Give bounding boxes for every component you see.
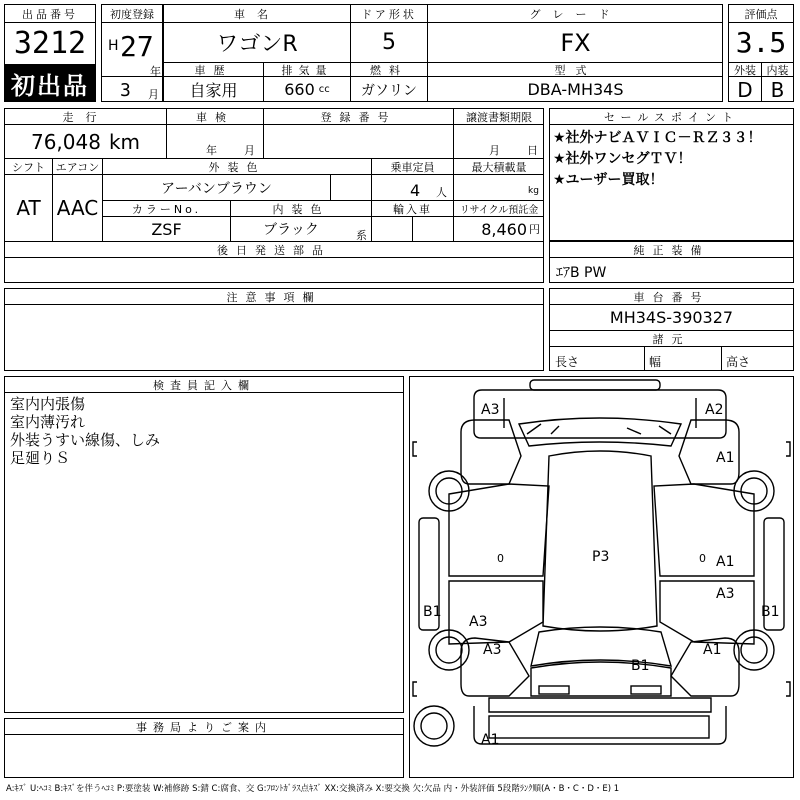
sales-point: ★社外ナビＡＶＩＣ－ＲＺ３３！ bbox=[553, 130, 762, 146]
mileage-field bbox=[5, 125, 166, 158]
lot-label: 出品番号 bbox=[22, 7, 78, 21]
model-label: 型式 bbox=[554, 63, 597, 76]
lot-number: 3212 bbox=[13, 26, 87, 61]
damage-mark: A3 bbox=[469, 614, 488, 630]
transfer-label: 譲渡書類期限 bbox=[466, 110, 532, 124]
month-unit: 月 bbox=[148, 88, 159, 101]
damage-mark: A2 bbox=[705, 402, 724, 418]
grade-label: グレード bbox=[529, 7, 622, 21]
grade-value: FX bbox=[560, 28, 591, 57]
history-value: 自家用 bbox=[189, 81, 238, 100]
ext-color-value: アーバンブラウン bbox=[161, 180, 272, 197]
history-label: 車歴 bbox=[194, 63, 233, 76]
door-label: ドア形状 bbox=[361, 7, 417, 21]
ext-color-label: 外装色 bbox=[208, 160, 266, 174]
recycle-field bbox=[454, 217, 544, 241]
displacement-label: 排気量 bbox=[281, 63, 333, 76]
int-color-suffix: 系 bbox=[356, 229, 367, 242]
color-no-value: ZSF bbox=[151, 219, 182, 239]
month-value: 3 bbox=[120, 80, 131, 101]
equipment-title: 純正装備 bbox=[633, 243, 710, 257]
import-label: 輸入車 bbox=[393, 202, 432, 216]
height-label: 高さ bbox=[726, 355, 751, 369]
zero-mark: 0 bbox=[699, 552, 706, 565]
color-no-label: カラーNo. bbox=[131, 202, 202, 216]
inspector-line: 外装うすい線傷、しみ bbox=[10, 431, 161, 449]
fuel-value: ガソリン bbox=[361, 82, 417, 99]
capacity-label: 乗車定員 bbox=[390, 160, 435, 174]
inspector-line: 室内薄汚れ bbox=[10, 413, 86, 431]
inspector-notes bbox=[10, 395, 400, 467]
score-label: 評価点 bbox=[744, 7, 778, 21]
dims-title: 諸元 bbox=[652, 332, 691, 346]
sales-point: ★社外ワンセグＴＶ！ bbox=[553, 151, 692, 167]
door-value: 5 bbox=[382, 30, 396, 55]
car-name-label: 車名 bbox=[234, 7, 280, 21]
int-grade-label: 内装 bbox=[766, 63, 789, 76]
year-value: 27 bbox=[120, 30, 154, 63]
sales-title: セールスポイント bbox=[603, 110, 739, 124]
notes-title: 注意事項欄 bbox=[226, 290, 322, 304]
year-unit: 年 bbox=[150, 65, 161, 78]
damage-mark: B1 bbox=[761, 604, 780, 620]
max-load-label: 最大積載量 bbox=[471, 160, 527, 174]
ext-grade-value: D bbox=[737, 77, 753, 102]
mileage-value: 76,048 bbox=[30, 129, 101, 154]
capacity-value: 4 bbox=[410, 181, 421, 200]
transfer-day-unit: 日 bbox=[527, 144, 538, 157]
office-title: 事務局よりご案内 bbox=[136, 720, 272, 734]
damage-mark: B1 bbox=[631, 658, 650, 674]
mileage-unit: km bbox=[108, 129, 141, 154]
recycle-label: リサイクル預託金 bbox=[459, 205, 539, 216]
width-label: 幅 bbox=[649, 355, 662, 369]
int-color-label: 内装色 bbox=[272, 202, 330, 216]
damage-mark: A1 bbox=[716, 554, 735, 570]
first-listing-badge: 初出品 bbox=[5, 65, 95, 101]
damage-mark: A3 bbox=[716, 586, 735, 602]
equipment-value: ｴｱB PW bbox=[556, 265, 607, 281]
recycle-value: 8,460 bbox=[481, 219, 527, 239]
length-label: 長さ bbox=[555, 355, 580, 369]
zero-mark: 0 bbox=[497, 552, 504, 565]
displacement-field bbox=[264, 77, 350, 102]
damage-mark: B1 bbox=[423, 604, 442, 620]
reg-number-label: 登録番号 bbox=[320, 110, 397, 124]
ac-label: エアコン bbox=[55, 160, 100, 174]
capacity-unit: 人 bbox=[436, 186, 447, 199]
fuel-label: 燃料 bbox=[370, 63, 408, 76]
damage-mark: P3 bbox=[592, 549, 610, 565]
transfer-month-unit: 月 bbox=[489, 144, 500, 157]
car-diagram bbox=[409, 376, 794, 778]
damage-mark: A1 bbox=[716, 450, 735, 466]
chassis-title: 車台番号 bbox=[633, 290, 710, 304]
model-value: DBA-MH34S bbox=[527, 80, 624, 99]
recycle-unit: 円 bbox=[529, 223, 540, 236]
sales-point: ★ユーザー買取！ bbox=[553, 172, 664, 188]
damage-mark: A3 bbox=[483, 642, 502, 658]
inspection-label: 車検 bbox=[196, 110, 234, 124]
inspection-month-unit: 月 bbox=[244, 144, 255, 157]
damage-mark: A1 bbox=[481, 732, 500, 748]
damage-mark: A1 bbox=[703, 642, 722, 658]
era-label: H bbox=[108, 38, 119, 54]
int-color-value: ブラック bbox=[263, 222, 319, 238]
max-load-unit: kg bbox=[528, 186, 539, 196]
car-name-value: ワゴンR bbox=[216, 32, 298, 57]
score-value: 3.5 bbox=[735, 26, 787, 59]
mileage-label: 走行 bbox=[62, 110, 109, 124]
inspection-year-unit: 年 bbox=[206, 144, 217, 157]
shift-label: シフト bbox=[12, 160, 45, 174]
sales-points-list bbox=[553, 128, 791, 191]
displacement-value: 660 bbox=[284, 80, 315, 99]
first-reg-label: 初度登録 bbox=[110, 7, 154, 21]
inspector-title: 検査員記入欄 bbox=[153, 378, 255, 392]
legend-text: A:ｷｽﾞ U:ﾍｺﾐ B:ｷｽﾞを伴うﾍｺﾐ P:要塗装 W:補修跡 S:錆 C:腐食、交 G:ﾌﾛﾝﾄｶﾞﾗｽ点ｷｽﾞ XX:交換済み X:要交換 欠:欠品 内・外装評価 5段階ﾗﾝｸ順(A・B・C・D・E) 1 bbox=[6, 784, 620, 794]
inspector-line: 室内内張傷 bbox=[10, 395, 86, 413]
ext-grade-label: 外装 bbox=[734, 63, 756, 76]
displacement-unit: cc bbox=[318, 84, 330, 95]
shift-value: AT bbox=[16, 196, 41, 220]
later-parts-label: 後日発送部品 bbox=[217, 243, 331, 257]
damage-mark: A3 bbox=[481, 402, 500, 418]
inspector-line: 足廻りＳ bbox=[10, 449, 71, 467]
int-grade-value: B bbox=[770, 77, 785, 102]
ac-value: AAC bbox=[56, 196, 99, 220]
chassis-value: MH34S-390327 bbox=[609, 308, 734, 327]
